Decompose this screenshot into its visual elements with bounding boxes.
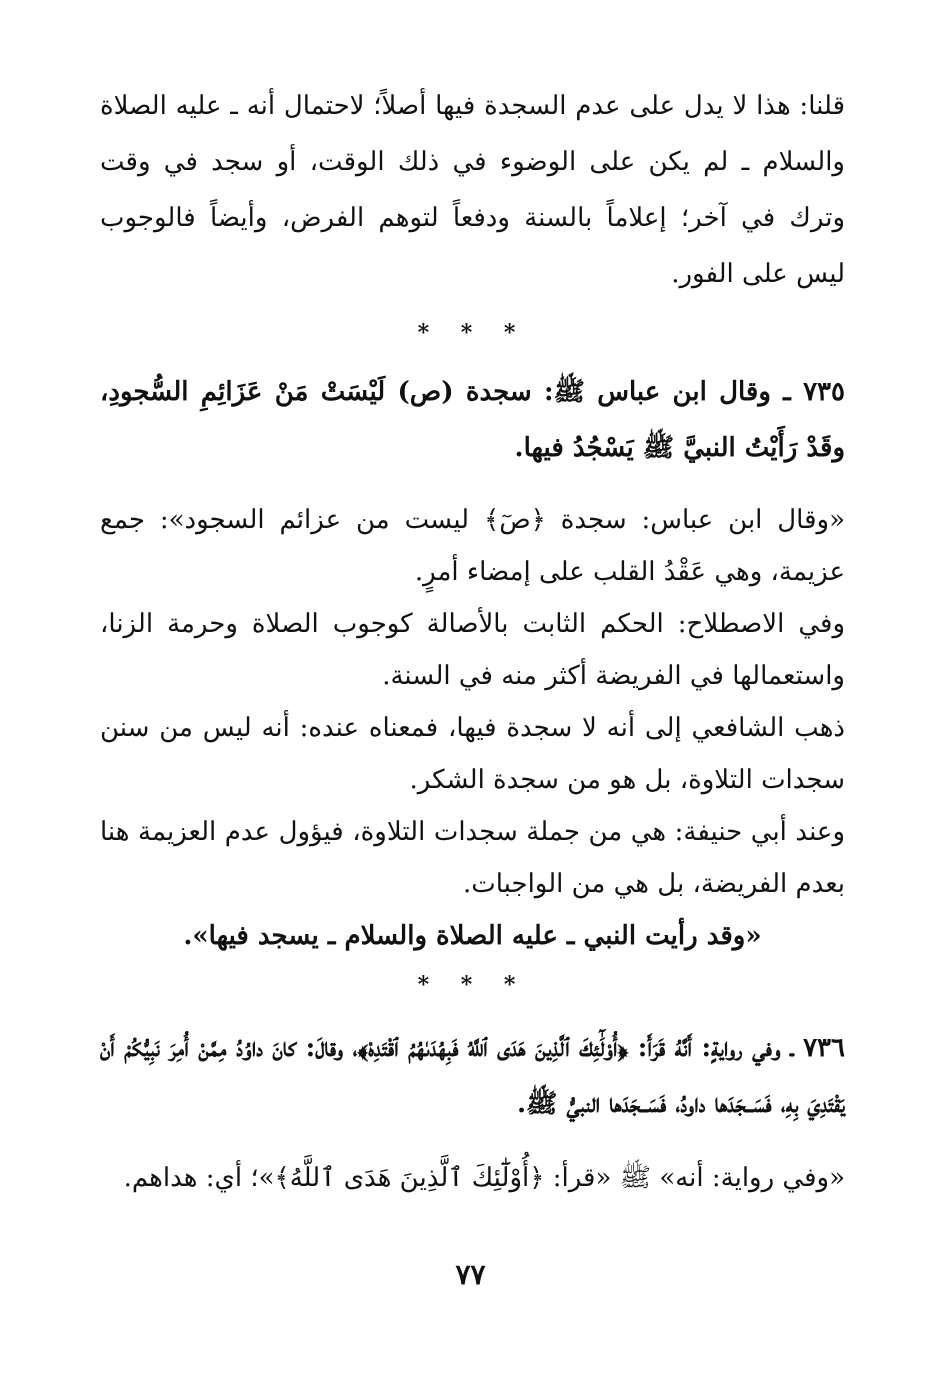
intro-paragraph: قلنا: هذا لا يدل على عدم السجدة فيها أصلاً؛ لاحتمال أنه ـ عليه الصلاة والسلام ـ لم يكن على الوضوء في ذلك الوقت، أو سجد في وقت وترك في آخر؛ إعلاماً بالسنة ودفعاً لتوهم الفرض، وأيضاً فالوجوب ليس على الفور. bbox=[100, 91, 845, 289]
section-divider-2: * * * bbox=[417, 972, 528, 998]
commentary-735-terminology: وفي الاصطلاح: الحكم الثابت بالأصالة كوجوب الصلاة وحرمة الزنا، واستعمالها في الفريضة أكثر منه في السنة. bbox=[100, 609, 845, 691]
commentary-735-quote: «وقد رأيت النبي ـ عليه الصلاة والسلام ـ يسجد فيها». bbox=[183, 921, 762, 951]
page-body bbox=[100, 78, 845, 1206]
commentary-736: «وفي رواية: أنه» ﷺ «قرأ: ﴿أُوْلَٰٓئِكَ ٱلَّذِينَ هَدَى ٱللَّهُ﴾»؛ أي: هداهم. bbox=[123, 1163, 845, 1193]
commentary-735-shafii: ذهب الشافعي إلى أنه لا سجدة فيها، فمعناه عنده: أنه ليس من سنن سجدات التلاوة، بل هو من سجدة الشكر. bbox=[100, 713, 845, 795]
section-divider: * * * bbox=[417, 320, 528, 346]
page-number: ٧٧ bbox=[455, 1258, 486, 1291]
commentary-735-hanafi: وعند أبي حنيفة: هي من جملة سجدات التلاوة، فيؤول عدم العزيمة هنا بعدم الفريضة، بل هي من الواجبات. bbox=[100, 817, 845, 899]
hadith-735: ٧٣٥ ـ وقال ابن عباس ﷺ: سجدة (ص) لَيْسَتْ مَنْ عَزَائِمِ السُّجودِ، وقَدْ رَأَيْتُ النبيَّ ﷺ يَسْجُدُ فيها. bbox=[100, 377, 845, 463]
commentary-735-definition: «وقال ابن عباس: سجدة ﴿صٓ﴾ ليست من عزائم السجود»: جمع عزيمة، وهي عَقْدُ القلب على إمضاء أمرٍ. bbox=[100, 505, 845, 587]
hadith-736: ٧٣٦ ـ وفي روايةٍ: أَنَّهُ قَرَأَ: ﴿أُوْلَٰٓئِكَ ٱلَّذِينَ هَدَى ٱللَّهُ فَبِهُدَىٰهُمُ ٱقْتَدِهْ﴾، وقالَ: كانَ داوُدُ مِمَّنْ أُمِرَ نَبِيُّكُمْ أَنْ يَقْتَدِيَ بِهِ، فَسَــجَدَها داودُ، فَسَــجَدَها النبيُّ ﷺ. bbox=[100, 1033, 845, 1119]
